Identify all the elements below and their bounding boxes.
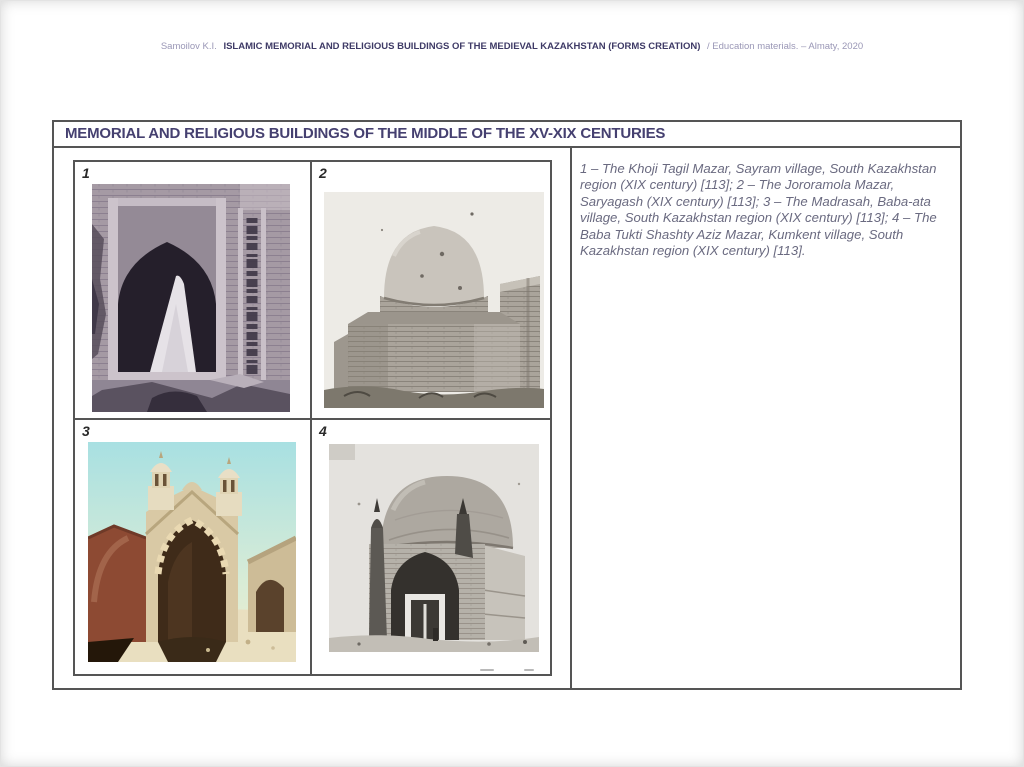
figure-caption: 1 – The Khoji Tagil Mazar, Sayram village, South Kazakhstan region (XIX century) [113]; 2 – The Jororamola Mazar, Saryagash (XIX century) [113]; 3 – The Madrasah, Baba-ata village, South Kazakhstan region (XIX century) [113]; 4 – The Baba Tukti Shashty Aziz Mazar, Kumkent village, South Kazakhstan region (XIX century) [113].: [580, 161, 937, 259]
slide-title: MEMORIAL AND RELIGIOUS BUILDINGS OF THE MIDDLE OF THE XV-XIX CENTURIES: [54, 122, 960, 148]
header-edition-info: / Education materials. – Almaty, 2020: [707, 41, 864, 52]
figure-number-2: 2: [319, 165, 327, 181]
figure-number-4: 4: [319, 423, 327, 439]
caption-panel: [572, 148, 960, 688]
photo-baba-ata-madrasah: [88, 442, 296, 662]
figure-cell-3: [75, 420, 312, 674]
faint-print-artifact: [524, 669, 534, 671]
header-book-title: ISLAMIC MEMORIAL AND RELIGIOUS BUILDINGS OF THE MEDIEVAL KAZAKHSTAN (FORMS CREATION): [223, 41, 701, 52]
photo-baba-tukti-shashty-aziz-mazar: [329, 444, 539, 652]
header-author: Samoilov K.I.: [160, 41, 217, 52]
figure-cell-4: [312, 420, 550, 674]
content-row: [54, 148, 960, 688]
faint-print-artifact: [480, 669, 494, 671]
content-table: [52, 120, 962, 690]
photo-jororamola-mazar: [324, 192, 544, 408]
figure-cell-1: [75, 162, 312, 420]
running-header: [0, 41, 1024, 52]
figures-panel: [54, 148, 572, 688]
photo-khoji-tagil-mazar: [92, 184, 290, 412]
figure-grid: [73, 160, 552, 676]
figure-number-1: 1: [82, 165, 90, 181]
figure-number-3: 3: [82, 423, 90, 439]
figure-cell-2: [312, 162, 550, 420]
